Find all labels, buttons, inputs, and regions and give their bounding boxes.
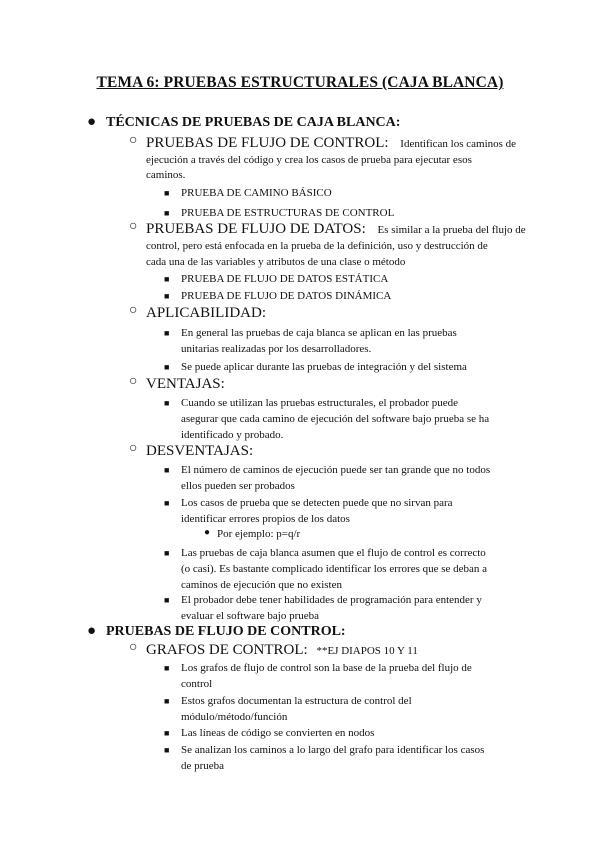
- list-item-text: identificar errores propios de los datos: [181, 513, 350, 525]
- list-item-text: (o casi). Es bastante complicado identificar los errores que se deban a: [181, 563, 488, 575]
- bullet-disc-icon: ●: [204, 527, 211, 538]
- bullet-square-icon: ■: [164, 274, 170, 284]
- list-item-text: Los casos de prueba que se detecten puede que no sirvan para: [181, 497, 453, 509]
- bullet-square-icon: ■: [164, 208, 170, 218]
- subsection-heading-text: PRUEBAS DE FLUJO DE DATOS:: [146, 221, 366, 237]
- bullet-square-icon: ■: [164, 595, 170, 605]
- list-item-text: Se puede aplicar durante las pruebas de integración y del sistema: [181, 361, 467, 373]
- list-item-text: Los grafos de flujo de control son la base de la prueba del flujo de: [181, 662, 472, 674]
- list-item: [164, 395, 521, 443]
- list-item: [164, 693, 521, 725]
- bullet-square-icon: ■: [164, 745, 170, 755]
- subsection-desc-line: ejecución a través del código y crea los casos de prueba para ejecutar esos: [146, 154, 472, 166]
- bullet-square-icon: ■: [164, 362, 170, 372]
- list-item-text: El probador debe tener habilidades de programación para entender y: [181, 594, 482, 606]
- bullet-square-icon: ■: [164, 728, 170, 738]
- list-item-text: módulo/método/función: [181, 711, 288, 723]
- bullet-square-icon: ■: [164, 663, 170, 673]
- bullet-circle-icon: ○: [129, 640, 138, 655]
- sub-list-item-text: Por ejemplo: p=q/r: [217, 528, 301, 540]
- list-item-text: En general las pruebas de caja blanca se aplican en las pruebas: [181, 327, 457, 339]
- list-item-text: Las pruebas de caja blanca asumen que el flujo de control es correcto: [181, 547, 486, 559]
- list-item-text: caminos de ejecución que no existen: [181, 579, 342, 591]
- bullet-disc-icon: ●: [87, 114, 97, 130]
- subsection-heading: [129, 374, 225, 393]
- subsection-heading: [129, 441, 254, 460]
- list-item: [164, 462, 521, 494]
- list-item-text: PRUEBA DE FLUJO DE DATOS DINÁMICA: [181, 290, 392, 302]
- bullet-circle-icon: ○: [129, 441, 138, 456]
- list-item: [164, 545, 521, 593]
- bullet-square-icon: ■: [164, 291, 170, 301]
- bullet-circle-icon: ○: [129, 133, 138, 148]
- section-heading-text: TÉCNICAS DE PRUEBAS DE CAJA BLANCA:: [106, 115, 401, 130]
- section-heading-text: PRUEBAS DE FLUJO DE CONTROL:: [106, 624, 346, 639]
- subsection-heading: [129, 133, 517, 152]
- list-item-text: Estos grafos documentan la estructura de control del: [181, 695, 412, 707]
- list-item-text: Cuando se utilizan las pruebas estructurales, el probador puede: [181, 397, 459, 409]
- list-item-text: asegurar que cada camino de ejecución del software bajo prueba se ha: [181, 413, 490, 425]
- section-heading: [87, 114, 401, 131]
- sub-list-item: [204, 527, 301, 540]
- list-item-text: control: [181, 678, 213, 690]
- list-item-text: ellos pueden ser probados: [181, 480, 295, 492]
- list-item: [164, 725, 375, 741]
- subsection-inline-desc: Identifican los caminos de: [400, 138, 517, 150]
- subsection-heading-text: PRUEBAS DE FLUJO DE CONTROL:: [146, 135, 389, 151]
- bullet-square-icon: ■: [164, 498, 170, 508]
- list-item: [164, 660, 521, 692]
- list-item: [164, 325, 521, 357]
- list-item: [164, 495, 521, 527]
- list-item-text: evaluar el software bajo prueba: [181, 610, 320, 622]
- list-item: [164, 205, 395, 221]
- subsection-inline-desc: **EJ DIAPOS 10 Y 11: [316, 645, 418, 657]
- subsection-heading-text: DESVENTAJAS:: [146, 443, 254, 459]
- subsection-desc-line: caminos.: [146, 169, 186, 181]
- bullet-circle-icon: ○: [129, 303, 138, 318]
- list-item-text: Las líneas de código se convierten en nodos: [181, 727, 375, 739]
- bullet-square-icon: ■: [164, 548, 170, 558]
- bullet-square-icon: ■: [164, 188, 170, 198]
- subsection-heading-text: VENTAJAS:: [146, 376, 225, 392]
- subsection-heading: [129, 303, 266, 322]
- bullet-square-icon: ■: [164, 398, 170, 408]
- subsection-heading: [129, 640, 418, 659]
- subsection-heading: [129, 219, 526, 238]
- list-item: [164, 742, 521, 774]
- list-item: [164, 592, 521, 624]
- subsection-heading-text: APLICABILIDAD:: [146, 305, 266, 321]
- list-item-text: PRUEBA DE ESTRUCTURAS DE CONTROL: [181, 207, 395, 219]
- bullet-circle-icon: ○: [129, 219, 138, 234]
- list-item-text: El número de caminos de ejecución puede ser tan grande que no todos: [181, 464, 491, 476]
- list-item-text: de prueba: [181, 760, 225, 772]
- bullet-disc-icon: ●: [87, 623, 97, 639]
- section-heading: [87, 623, 346, 640]
- list-item-text: PRUEBA DE FLUJO DE DATOS ESTÁTICA: [181, 273, 389, 285]
- list-item-text: identificado y probado.: [181, 429, 284, 441]
- subsection-desc-line: cada una de las variables y atributos de una clase o método: [146, 256, 406, 268]
- list-item-text: PRUEBA DE CAMINO BÁSICO: [181, 187, 332, 199]
- bullet-square-icon: ■: [164, 465, 170, 475]
- bullet-circle-icon: ○: [129, 374, 138, 389]
- list-item: [164, 271, 389, 287]
- subsection-desc-line: control, pero está enfocada en la prueba de la definición, uso y destrucción de: [146, 240, 488, 252]
- list-item-text: unitarias realizadas por los desarrolladores.: [181, 343, 372, 355]
- subsection-heading-text: GRAFOS DE CONTROL:: [146, 642, 308, 658]
- document-title: TEMA 6: PRUEBAS ESTRUCTURALES (CAJA BLANCA): [96, 74, 504, 91]
- subsection-inline-desc: Es similar a la prueba del flujo de: [377, 224, 526, 236]
- list-item: [164, 359, 467, 375]
- bullet-square-icon: ■: [164, 696, 170, 706]
- bullet-square-icon: ■: [164, 328, 170, 338]
- list-item: [164, 185, 332, 201]
- list-item-text: Se analizan los caminos a lo largo del grafo para identificar los casos: [181, 744, 485, 756]
- list-item: [164, 288, 392, 304]
